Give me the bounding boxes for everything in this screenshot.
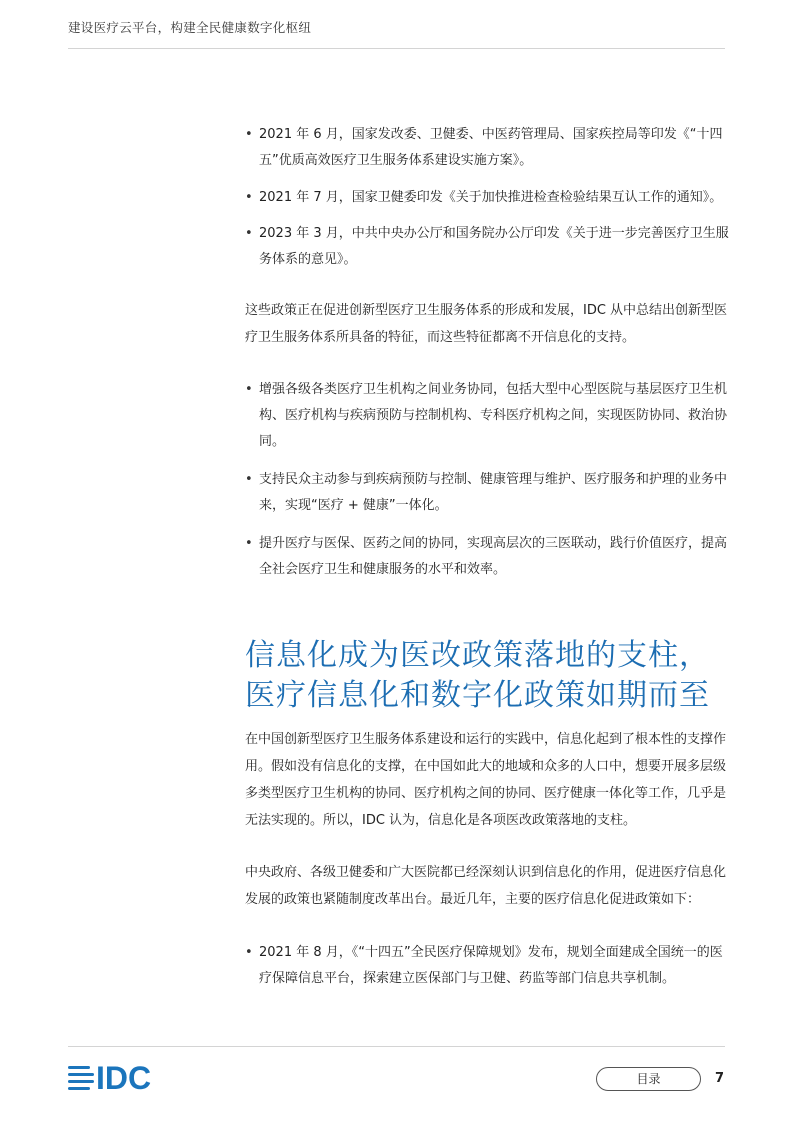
section-heading-line-2: 医疗信息化和数字化政策如期而至 [245,678,710,713]
page-number: 7 [715,1071,725,1086]
header-divider [68,48,725,49]
feature-list [245,377,735,583]
list-item: • 2021 年 6 月，国家发改委、卫健委、中医药管理局、国家疾控局等印发《“十四五”优质高效医疗卫生服务体系建设实施方案》。 [245,122,735,174]
policy-list [245,122,735,273]
section-heading-line-1: 信息化成为医改政策落地的支柱， [245,638,710,673]
body-paragraph: 中央政府、各级卫健委和广大医院都已经深刻认识到信息化的作用，促进医疗信息化发展的政策也紧随制度改革出台。最近几年，主要的医疗信息化促进政策如下： [245,865,727,907]
document-header-title: 建设医疗云平台，构建全民健康数字化枢纽 [68,20,312,35]
list-item: • 提升医疗与医保、医药之间的协同，实现高层次的三医联动，践行价值医疗，提高全社会医疗卫生和健康服务的水平和效率。 [245,531,735,583]
body-paragraph: 这些政策正在促进创新型医疗卫生服务体系的形成和发展，IDC 从中总结出创新型医疗卫生服务体系所具备的特征，而这些特征都离不开信息化的支持。 [245,303,728,345]
table-of-contents-button[interactable]: 目录 [596,1067,701,1091]
footer-divider [68,1046,725,1047]
logo-text: IDC [96,1060,152,1096]
idc-logo [68,1062,151,1094]
body-paragraph: 在中国创新型医疗卫生服务体系建设和运行的实践中，信息化起到了根本性的支撑作用。假如没有信息化的支撑，在中国如此大的地域和众多的人口中，想要开展多层级多类型医疗卫生机构的协同、医疗机构之间的协同、医疗健康一体化等工作，几乎是无法实现的。所以，IDC 认为，信息化是各项医改政策落地的支柱。 [245,732,727,828]
list-item: • 支持民众主动参与到疾病预防与控制、健康管理与维护、医疗服务和护理的业务中来，实现“医疗 + 健康”一体化。 [245,467,735,519]
list-item: • 2021 年 7 月，国家卫健委印发《关于加快推进检查检验结果互认工作的通知》。 [245,185,735,211]
policy-list [245,940,735,992]
logo-lines-icon [68,1066,94,1090]
list-item: • 2023 年 3 月，中共中央办公厅和国务院办公厅印发《关于进一步完善医疗卫生服务体系的意见》。 [245,221,735,273]
section-heading [245,636,765,716]
list-item: • 2021 年 8 月，《“十四五”全民医疗保障规划》发布，规划全面建成全国统一的医疗保障信息平台，探索建立医保部门与卫健、药监等部门信息共享机制。 [245,940,735,992]
list-item: • 增强各级各类医疗卫生机构之间业务协同，包括大型中心型医院与基层医疗卫生机构、医疗机构与疾病预防与控制机构、专科医疗机构之间，实现医防协同、救治协同。 [245,377,735,455]
